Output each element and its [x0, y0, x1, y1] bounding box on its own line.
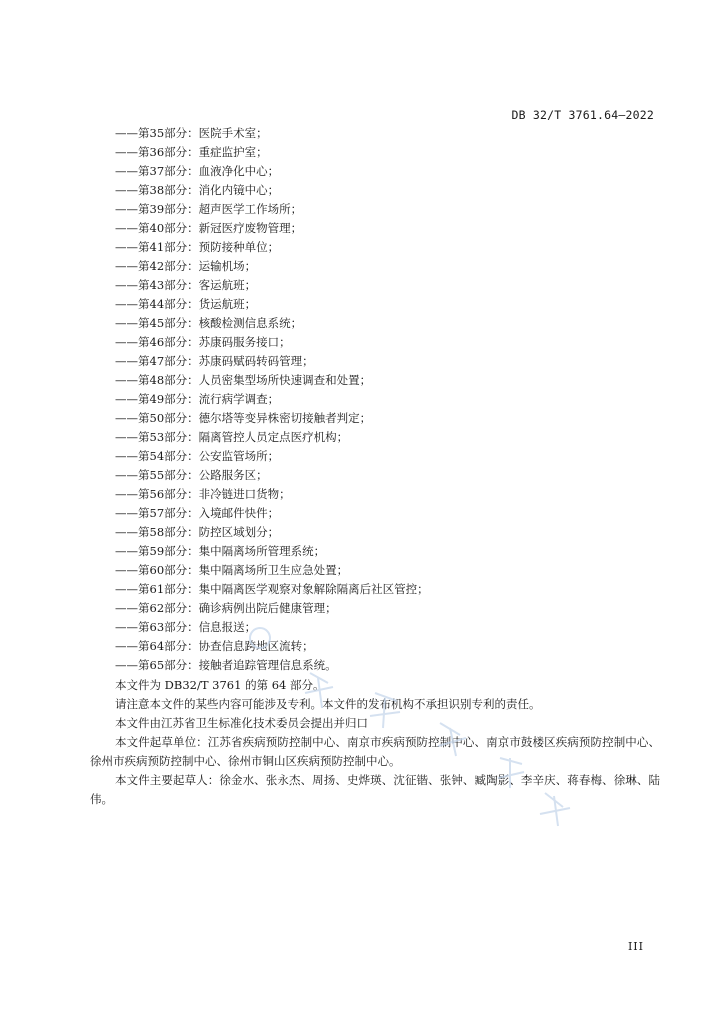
part-number: ——第46部分： — [115, 335, 199, 349]
page-number: III — [627, 940, 644, 953]
list-item — [115, 200, 429, 219]
part-statement: 本文件为 DB32/T 3761 的第 64 部分。 — [115, 678, 325, 692]
part-number: ——第64部分： — [115, 639, 199, 653]
part-title: 非冷链进口货物； — [198, 487, 291, 501]
proposer-statement: 本文件由江苏省卫生标准化技术委员会提出并归口 — [115, 716, 368, 730]
part-number: ——第63部分： — [115, 620, 199, 634]
foreword-paragraphs — [90, 676, 660, 809]
list-item — [115, 238, 429, 257]
list-item — [115, 352, 429, 371]
list-item — [115, 124, 429, 143]
part-number: ——第35部分： — [115, 126, 199, 140]
part-title: 医院手术室； — [198, 126, 268, 140]
part-title: 公路服务区； — [198, 468, 268, 482]
part-title: 入境邮件快件； — [198, 506, 280, 520]
part-title: 核酸检测信息系统； — [198, 316, 303, 330]
drafters: 本文件主要起草人：徐金水、张永杰、周扬、史烨瑛、沈征锴、张钟、臧陶影、李辛庆、蒋春梅、徐琳、陆伟。 — [90, 773, 660, 806]
document-code: DB 32/T 3761.64—2022 — [511, 108, 654, 122]
part-number: ——第65部分： — [115, 658, 199, 672]
part-title: 流行病学调查； — [198, 392, 280, 406]
part-title: 隔离管控人员定点医疗机构； — [198, 430, 349, 444]
part-number: ——第55部分： — [115, 468, 199, 482]
list-item — [115, 390, 429, 409]
part-number: ——第49部分： — [115, 392, 199, 406]
part-number: ——第60部分： — [115, 563, 199, 577]
part-number: ——第45部分： — [115, 316, 199, 330]
part-number: ——第59部分： — [115, 544, 199, 558]
part-number: ——第40部分： — [115, 221, 199, 235]
list-item — [115, 181, 429, 200]
part-title: 集中隔离场所卫生应急处置； — [198, 563, 349, 577]
part-number: ——第58部分： — [115, 525, 199, 539]
list-item — [115, 143, 429, 162]
list-item — [115, 371, 429, 390]
list-item — [115, 333, 429, 352]
part-title: 人员密集型场所快速调查和处置； — [198, 373, 372, 387]
part-number: ——第57部分： — [115, 506, 199, 520]
part-title: 血液净化中心； — [198, 164, 280, 178]
part-title: 消化内镜中心； — [198, 183, 280, 197]
list-item — [115, 276, 429, 295]
part-title: 运输机场； — [198, 259, 257, 273]
part-title: 防控区域划分； — [198, 525, 280, 539]
list-item — [115, 409, 429, 428]
list-item — [115, 523, 429, 542]
list-item — [115, 447, 429, 466]
drafting-units: 本文件起草单位：江苏省疾病预防控制中心、南京市疾病预防控制中心、南京市鼓楼区疾病预防控制中心、徐州市疾病预防控制中心、徐州市铜山区疾病预防控制中心。 — [90, 735, 660, 768]
list-item — [115, 561, 429, 580]
part-title: 苏康码赋码转码管理； — [198, 354, 314, 368]
part-number: ——第36部分： — [115, 145, 199, 159]
part-number: ——第47部分： — [115, 354, 199, 368]
patent-notice: 请注意本文件的某些内容可能涉及专利。本文件的发布机构不承担识别专利的责任。 — [115, 697, 541, 711]
part-number: ——第41部分： — [115, 240, 199, 254]
parts-list — [115, 124, 429, 675]
part-title: 确诊病例出院后健康管理； — [198, 601, 337, 615]
list-item — [115, 542, 429, 561]
part-number: ——第42部分： — [115, 259, 199, 273]
part-number: ——第37部分： — [115, 164, 199, 178]
part-title: 苏康码服务接口； — [198, 335, 291, 349]
part-title: 德尔塔等变异株密切接触者判定； — [198, 411, 372, 425]
part-number: ——第43部分： — [115, 278, 199, 292]
list-item — [115, 219, 429, 238]
part-title: 信息报送； — [198, 620, 257, 634]
part-title: 货运航班； — [198, 297, 257, 311]
part-title: 重症监护室； — [198, 145, 268, 159]
part-title: 协查信息跨地区流转； — [198, 639, 314, 653]
list-item — [115, 295, 429, 314]
list-item — [115, 257, 429, 276]
part-title: 预防接种单位； — [198, 240, 280, 254]
part-number: ——第39部分： — [115, 202, 199, 216]
list-item — [115, 314, 429, 333]
part-number: ——第61部分： — [115, 582, 199, 596]
part-number: ——第50部分： — [115, 411, 199, 425]
list-item — [115, 618, 429, 637]
list-item — [115, 599, 429, 618]
list-item — [115, 428, 429, 447]
list-item — [115, 504, 429, 523]
part-title: 客运航班； — [198, 278, 257, 292]
part-title: 接触者追踪管理信息系统。 — [198, 658, 337, 672]
part-title: 集中隔离场所管理系统； — [198, 544, 326, 558]
list-item — [115, 580, 429, 599]
part-number: ——第62部分： — [115, 601, 199, 615]
list-item — [115, 466, 429, 485]
list-item — [115, 637, 429, 656]
part-number: ——第48部分： — [115, 373, 199, 387]
part-number: ——第44部分： — [115, 297, 199, 311]
part-number: ——第53部分： — [115, 430, 199, 444]
list-item — [115, 656, 429, 675]
list-item — [115, 162, 429, 181]
part-title: 公安监管场所； — [198, 449, 280, 463]
part-title: 超声医学工作场所； — [198, 202, 303, 216]
part-number: ——第56部分： — [115, 487, 199, 501]
part-title: 集中隔离医学观察对象解除隔离后社区管控； — [198, 582, 429, 596]
part-title: 新冠医疗废物管理； — [198, 221, 303, 235]
part-number: ——第38部分： — [115, 183, 199, 197]
part-number: ——第54部分： — [115, 449, 199, 463]
list-item — [115, 485, 429, 504]
